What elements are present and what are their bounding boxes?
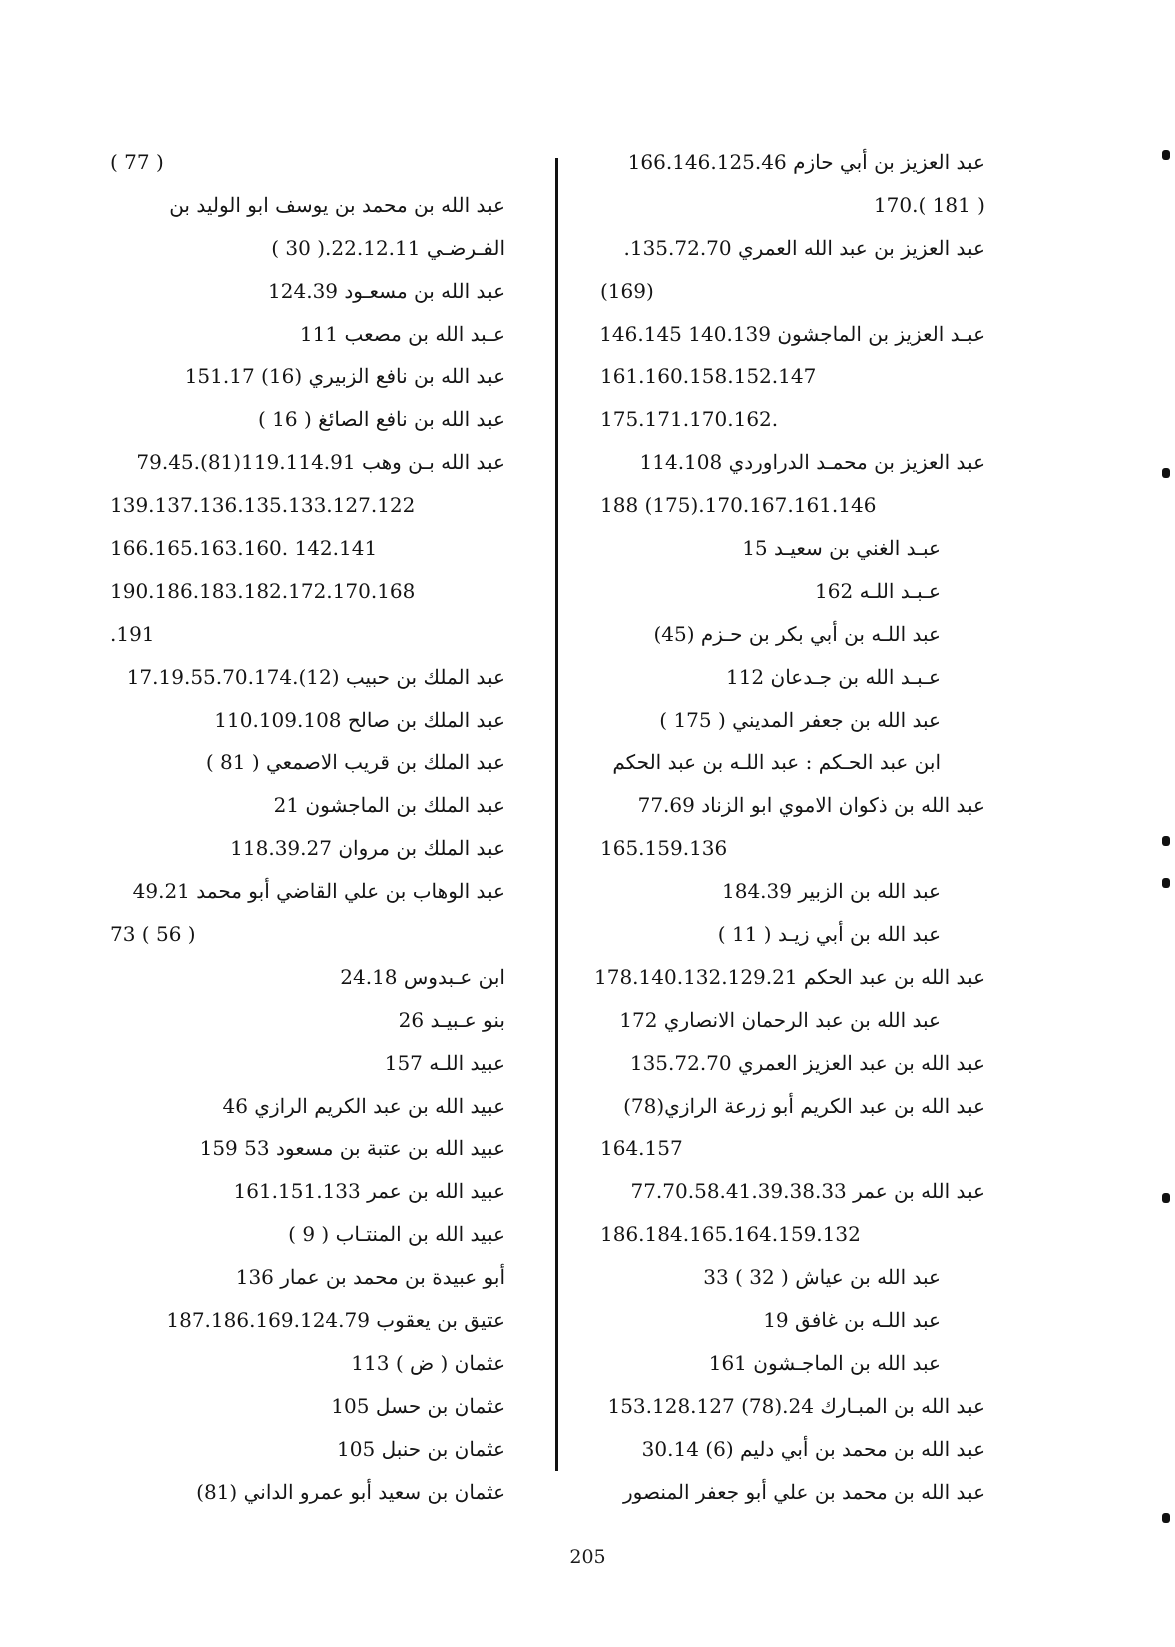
index-entry: عبد اللـه بن غافق 19 bbox=[763, 1308, 941, 1333]
column-divider bbox=[555, 158, 558, 1471]
index-entry: عـبد الله بن مصعب 111 bbox=[299, 321, 505, 346]
index-entry: عبد الله بن عبد الرحمان الانصاري 172 bbox=[619, 1007, 941, 1032]
index-entry: 186.184.165.164.159.132 bbox=[600, 1222, 861, 1247]
index-column-right bbox=[594, 141, 985, 1514]
index-entry: ( 77 ) bbox=[110, 150, 164, 174]
index-entry: 175.171.170.162. bbox=[600, 407, 779, 432]
index-entry: عبد الله بن عمر 77.70.58.41.39.38.33 bbox=[630, 1179, 985, 1204]
scan-artifact bbox=[1162, 1513, 1170, 1523]
index-entry: عبد الملك بن مروان 118.39.27 bbox=[230, 836, 505, 861]
index-entry: عبد الملك بن قريب الاصمعي ( 81 ) bbox=[205, 750, 505, 775]
index-entry: عبيد الله بن عبد الكريم الرازي 46 bbox=[222, 1093, 505, 1118]
index-entry: عـبـد الله بن جـدعان 112 bbox=[725, 664, 941, 689]
index-entry: عبد اللـه بن أبي بكر بن حـزم (45) bbox=[653, 621, 941, 646]
index-entry: عبد الله بن ذكوان الاموي ابو الزناد 77.69 bbox=[637, 793, 985, 818]
index-entry: عثمان ( ض ) 113 bbox=[351, 1350, 505, 1375]
index-entry: ابن عبد الحـكم : عبد اللـه بن عبد الحكم bbox=[612, 750, 941, 775]
index-entry: عبد الملك بن الماجشون 21 bbox=[273, 793, 505, 818]
index-entry: عبد الله بن عبد العزيز العمري 135.72.70 bbox=[629, 1050, 985, 1075]
index-entry: عثمان بن حنبل 105 bbox=[337, 1436, 505, 1461]
index-entry: عتيق بن يعقوب 187.186.169.124.79 bbox=[166, 1308, 505, 1333]
index-entry: عبـد الغني بن سعيـد 15 bbox=[742, 536, 941, 561]
index-entry: عبيد الله بن المنتـاب ( 9 ) bbox=[288, 1222, 505, 1247]
index-entry: عبد الله بن عياش ( 32 ) 33 bbox=[703, 1265, 941, 1290]
index-entry: عبد الله بن المبـارك 24.(78) 153.128.127 bbox=[607, 1393, 985, 1418]
scan-artifact bbox=[1162, 150, 1170, 160]
scan-artifact bbox=[1162, 878, 1170, 888]
index-entry: عبد الله بن الزبير 184.39 bbox=[722, 879, 941, 904]
index-entry: عبد الله بن مسعـود 124.39 bbox=[268, 278, 505, 303]
index-entry: عبيد الله بن عمر 161.151.133 bbox=[233, 1179, 505, 1204]
index-entry: عبيد اللـه 157 bbox=[384, 1050, 505, 1075]
index-column-left bbox=[110, 141, 505, 1514]
index-entry: عبد الملك بن حبيب (12).17.19.55.70.174 bbox=[126, 664, 505, 689]
index-entry: 190.186.183.182.172.170.168 bbox=[110, 578, 416, 603]
index-entry: عبد الملك بن صالح 110.109.108 bbox=[214, 707, 505, 732]
index-entry: عبد الله بن الماجـشون 161 bbox=[708, 1350, 941, 1375]
index-entry: عبد العزيز بن عبد الله العمري 135.72.70. bbox=[623, 235, 985, 260]
index-entry: عثمان بن حسل 105 bbox=[331, 1393, 505, 1418]
scan-artifact bbox=[1162, 836, 1170, 846]
scan-artifact bbox=[1162, 1193, 1170, 1203]
index-entry: عبد الله بن محمد بن علي أبو جعفر المنصور bbox=[622, 1479, 985, 1504]
index-entry: عبد الله بن نافع الصائغ ( 16 ) bbox=[258, 407, 505, 432]
scan-artifact bbox=[1162, 468, 1170, 478]
index-entry: 161.160.158.152.147 bbox=[600, 364, 817, 389]
page-number: 205 bbox=[569, 1546, 606, 1568]
index-entry: بنو عـبيـد 26 bbox=[398, 1007, 505, 1032]
index-entry: عبـد العزيز بن الماجشون 140.139 146.145 bbox=[599, 321, 985, 346]
index-entry: 73 ( 56 ) bbox=[110, 922, 196, 947]
index-entry: ( 181 ).170 bbox=[873, 192, 985, 217]
index-entry: عبد الله بن عبد الحكم 178.140.132.129.21 bbox=[594, 964, 985, 989]
index-entry: عبد الله بن نافع الزبيري (16) 151.17 bbox=[184, 364, 505, 389]
index-entry: 139.137.136.135.133.127.122 bbox=[110, 493, 416, 518]
index-entry: عبد الله بـن وهب 119.114.91(81).79.45 bbox=[136, 450, 505, 475]
index-entry: عبيد الله بن عتبة بن مسعود 53 159 bbox=[199, 1136, 505, 1161]
index-entry: عـبـد اللـه 162 bbox=[815, 578, 941, 603]
index-entry: عبد الله بن أبي زيـد ( 11 ) bbox=[717, 922, 941, 947]
index-entry: الفـرضـي 22.12.11.( 30 ) bbox=[271, 235, 505, 260]
index-entry: عبد الله بن عبد الكريم أبو زرعة الرازي(78) bbox=[623, 1093, 985, 1118]
index-entry: عبد الله بن محمد بن أبي دليم (6) 30.14 bbox=[641, 1436, 985, 1461]
index-entry: عبد العزيز بن محمـد الدراوردي 114.108 bbox=[639, 450, 985, 475]
index-entry: 166.165.163.160. 142.141 bbox=[110, 536, 378, 561]
index-entry: 165.159.136 bbox=[600, 836, 728, 861]
index-entry: (169) bbox=[600, 278, 654, 303]
index-entry: 188 (175).170.167.161.146 bbox=[600, 493, 877, 518]
index-entry: عبد الله بن جعفر المديني ( 175 ) bbox=[659, 707, 941, 732]
index-entry: عبد العزيز بن أبي حازم 166.146.125.46 bbox=[627, 150, 985, 174]
index-entry: .191 bbox=[110, 621, 155, 646]
index-entry: ابن عـبدوس 24.18 bbox=[340, 964, 505, 989]
index-entry: أبو عبيدة بن محمد بن عمار 136 bbox=[235, 1265, 505, 1290]
index-entry: 164.157 bbox=[600, 1136, 683, 1161]
index-entry: عبد الوهاب بن علي القاضي أبو محمد 49.21 bbox=[132, 879, 505, 904]
index-entry: عثمان بن سعيد أبو عمرو الداني (81) bbox=[196, 1479, 505, 1504]
index-entry: عبد الله بن محمد بن يوسف ابو الوليد بن bbox=[169, 192, 505, 217]
